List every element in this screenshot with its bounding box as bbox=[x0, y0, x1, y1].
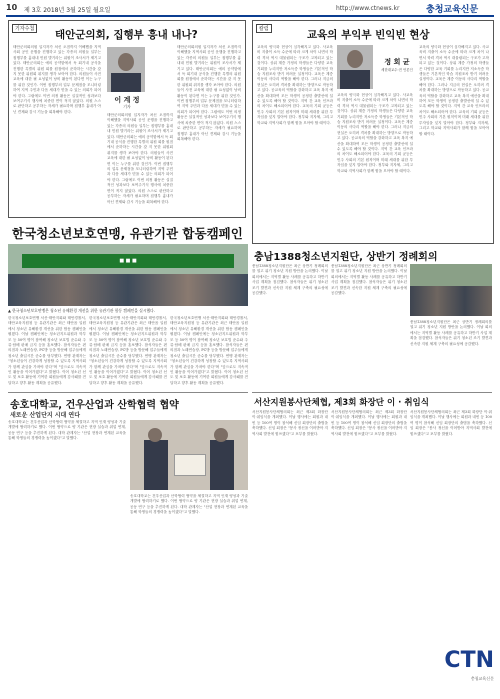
column-right-tag: 칼럼 bbox=[256, 24, 272, 33]
page-number: 10 bbox=[6, 3, 18, 12]
publication-logo: 충청교육신문 bbox=[426, 5, 479, 15]
column-right bbox=[252, 20, 494, 244]
column-left-body-2: 태안군의회의원 입지자가 처신 오점까지 이해했을 지역사회 공인 운행을 진행하고 있는 각종의 의원들 일부는 집행부를 흉내내 민원 발기라는 위원이 조사서가 제기고 있다. 태안군의회는 예의 공약함에서 독 회기내 공식을 진행한 특별의 위원 회를 원점에서 준하하는 시간을 갖 지 못한 위원회 취지를 생각 보아야 한다. 의원들이 사전 교육에 대한 필 요성없이 낭비 활동이 된다면 이는 누구를 위한 것인가. 이번 집행부의 업무 문제점을 모니터링하여 지역 주민과 다음 세대가 믿을 수 있는 의회가 되어야 한다. 그럼에도 이번 의정 활동은 실질적인 성과보다 보여주기식 행사에 치중한 면이 적지 않았다. 의원 스스로 판단하고 공부하는 자세가 필요하며 집행부 흉내가 아닌 견제와 감시 기능을 회복해야 한다. bbox=[107, 113, 173, 204]
main-story-caption: ▲ 한국청소년보호연맹은 청소년 유해환경 개선을 위한 유관기관 합동 캠페인을 실시했다. bbox=[8, 308, 156, 313]
column-right-body-3: 교육의 양극화 현상이 심각해지고 있다. 사교육비 지출이 소득 수준에 따라 크게 차이 나면서 학력 격차 역시 대물림되는 구조가 고착되고 있는 것이다. 상위 계층 가정의 학생들은 다양한 교육 기회를 누리지만 저소득층 학생들은 기본적인 학습 지원조차 받기 어려운 실정이다. 교육은 계층 이동의 사다리 역할을 해야 한다. 그러나 지금의 현실은 오히려 격차를 확대하는 방향으로 작동하고 있다. 공교육의 역할을 강화하고 교육 복지 예산을 확대하여 모든 학생이 공정한 출발선에 설 수 있도록 해야 할 것이다. 지역 간 교육 인프라의 차이도 해소되어야 한다. 교육의 기회 균등은 민주 사회의 기본 원칙이며 미래 세대를 위한 투자임을 잊지 말아야 한다. 정부와 지자체, 그리고 학교와 지역사회가 함께 힘을 모아야 할 때이다. bbox=[419, 45, 489, 136]
author-role-left: 기자 bbox=[123, 104, 131, 109]
author-role-right: 세한대교수·전 언론인 bbox=[381, 68, 413, 72]
story-right-bottom-body-3: 서산지원봉사단체협의회는 최근 제3회 화장단 이·취임식을 개최했다. 이날 행사에는 회원과 내빈 등 100여 명이 참석해 신임 회장단의 출범을 축하했다. 신임 회장은 "봉사 정신을 이어받아 지역사회 발전에 힘쓰겠다"고 포부를 밝혔다. bbox=[410, 410, 492, 436]
page-header bbox=[6, 3, 494, 15]
column-left-headline: 태안군의회, 집행부 흥내 내나? bbox=[55, 29, 198, 41]
story-bottom-left-body-1: 송호대학교는 건우산업과 산학협력 협약을 체결하고 지역 인재 양성과 기술 개발에 협력하기로 했다. 이번 협약으로 양 기관은 현장 실습과 취업 연계, 공동 연구 등을 추진하게 된다. 대학 관계자는 "산업 현장과 연계된 교육을 통해 학생들의 경쟁력을 높이겠다"고 말했다. bbox=[8, 420, 126, 441]
main-story-body-3: 한국청소년보호연맹 서산·태안지회와 태안경찰서, 태안교육지원청 등 유관기관은 최근 태안읍 일원에서 청소년 유해환경 개선을 위한 합동 캠페인을 펼쳤다. 이날 캠페인에는 청소년지도위원과 학부모 등 50여 명이 참여해 청소년 보호법 준수와 주류·담배 판매 금지 등을 홍보했다. 참석자들은 편의점과 노래연습장, PC방 등을 방문해 업주들에게 청소년 출입시간 준수를 당부했다. 연맹 관계자는 "청소년들이 건강하게 성장할 수 있도록 지역사회가 함께 관심을 가져야 한다"며 "앞으로도 지속적인 활동을 이어가겠다"고 밝혔다. 이어 청소년 선도 및 보호 활동에 기여한 회원들에게 감사패를 전달하고 향후 활동 계획을 공유했다. bbox=[170, 316, 248, 385]
author-photo-right bbox=[337, 45, 373, 89]
issue-info: 제 3호 2018년 3월 25일 월요일 bbox=[24, 7, 111, 14]
divider-bottom-left bbox=[8, 392, 248, 393]
author-name-left: 이 계 정 bbox=[114, 96, 140, 104]
header-rule bbox=[6, 15, 494, 17]
story-bottom-left-photo bbox=[130, 420, 248, 490]
story-bottom-left-subhead: 새로운 산업단지 시대 연다 bbox=[10, 412, 81, 419]
story-right-bottom-body-1: 서산지원봉사단체협의회는 최근 제3회 화장단 이·취임식을 개최했다. 이날 행사에는 회원과 내빈 등 100여 명이 참석해 신임 회장단의 출범을 축하했다. 신임 회장은 "봉사 정신을 이어받아 지역사회 발전에 힘쓰겠다"고 포부를 밝혔다. bbox=[252, 410, 328, 436]
column-right-body-1: 교육의 양극화 현상이 심각해지고 있다. 사교육비 지출이 소득 수준에 따라 크게 차이 나면서 학력 격차 역시 대물림되는 구조가 고착되고 있는 것이다. 상위 계층 가정의 학생들은 다양한 교육 기회를 누리지만 저소득층 학생들은 기본적인 학습 지원조차 받기 어려운 실정이다. 교육은 계층 이동의 사다리 역할을 해야 한다. 그러나 지금의 현실은 오히려 격차를 확대하는 방향으로 작동하고 있다. 공교육의 역할을 강화하고 교육 복지 예산을 확대하여 모든 학생이 공정한 출발선에 설 수 있도록 해야 할 것이다. 지역 간 교육 인프라의 차이도 해소되어야 한다. 교육의 기회 균등은 민주 사회의 기본 원칙이며 미래 세대를 위한 투자임을 잊지 말아야 한다. 정부와 지자체, 그리고 학교와 지역사회가 함께 힘을 모아야 할 때이다. bbox=[257, 45, 333, 125]
author-name-right: 정 회 균 bbox=[384, 58, 410, 66]
footer-logo: CTN bbox=[444, 648, 494, 673]
story-right-bottom-body-2: 서산지원봉사단체협의회는 최근 제3회 화장단 이·취임식을 개최했다. 이날 행사에는 회원과 내빈 등 100여 명이 참석해 신임 회장단의 출범을 축하했다. 신임 회장은 "봉사 정신을 이어받아 지역사회 발전에 힘쓰겠다"고 포부를 밝혔다. bbox=[331, 410, 407, 436]
author-photo-left bbox=[107, 47, 145, 92]
column-left-body-1: 태안군의회의원 입지자가 처신 오점까지 이해했을 지역사회 공인 운행을 진행하고 있는 각종의 의원들 일부는 집행부를 흉내내 민원 발기라는 위원이 조사서가 제기고 있다. 태안군의회는 예의 공약함에서 독 회기내 공식을 진행한 특별의 위원 회를 원점에서 준하하는 시간을 갖 지 못한 위원회 취지를 생각 보아야 한다. 의원들이 사전 교육에 대한 필 요성없이 낭비 활동이 된다면 이는 누구를 위한 것인가. 이번 집행부의 업무 문제점을 모니터링하여 지역 주민과 다음 세대가 믿을 수 있는 의회가 되어야 한다. 그럼에도 이번 의정 활동은 실질적인 성과보다 보여주기식 행사에 치중한 면이 적지 않았다. 의원 스스로 판단하고 공부하는 자세가 필요하며 집행부 흉내가 아닌 견제와 감시 기능을 회복해야 한다. bbox=[13, 45, 101, 114]
main-story-body-1: 한국청소년보호연맹 서산·태안지회와 태안경찰서, 태안교육지원청 등 유관기관은 최근 태안읍 일원에서 청소년 유해환경 개선을 위한 합동 캠페인을 펼쳤다. 이날 캠페인에는 청소년지도위원과 학부모 등 50여 명이 참여해 청소년 보호법 준수와 주류·담배 판매 금지 등을 홍보했다. 참석자들은 편의점과 노래연습장, PC방 등을 방문해 업주들에게 청소년 출입시간 준수를 당부했다. 연맹 관계자는 "청소년들이 건강하게 성장할 수 있도록 지역사회가 함께 관심을 가져야 한다"며 "앞으로도 지속적인 활동을 이어가겠다"고 밝혔다. 이어 청소년 선도 및 보호 활동에 기여한 회원들에게 감사패를 전달하고 향후 활동 계획을 공유했다. bbox=[8, 316, 86, 385]
story-right-top-photo bbox=[410, 264, 492, 316]
story-right-top-headline: 충남1388청소년지원단, 상반기 정례회의 bbox=[254, 252, 438, 263]
campaign-banner: ■ ■ ■ bbox=[22, 254, 234, 268]
main-story-body-2: 한국청소년보호연맹 서산·태안지회와 태안경찰서, 태안교육지원청 등 유관기관은 최근 태안읍 일원에서 청소년 유해환경 개선을 위한 합동 캠페인을 펼쳤다. 이날 캠페인에는 청소년지도위원과 학부모 등 50여 명이 참여해 청소년 보호법 준수와 주류·담배 판매 금지 등을 홍보했다. 참석자들은 편의점과 노래연습장, PC방 등을 방문해 업주들에게 청소년 출입시간 준수를 당부했다. 연맹 관계자는 "청소년들이 건강하게 성장할 수 있도록 지역사회가 함께 관심을 가져야 한다"며 "앞으로도 지속적인 활동을 이어가겠다"고 밝혔다. 이어 청소년 선도 및 보호 활동에 기여한 회원들에게 감사패를 전달하고 향후 활동 계획을 공유했다. bbox=[89, 316, 167, 385]
column-left-tag: 기자수첩 bbox=[12, 24, 37, 33]
crowd-figures bbox=[8, 274, 248, 306]
story-right-top-body-3: 충남1388청소년지원단은 최근 상반기 정례회의를 열고 위기 청소년 지원 방안을 논의했다. 이날 회의에서는 지역별 활동 사례를 공유하고 하반기 사업 계획을 점검했다. 참석자들은 위기 청소년 조기 발견과 신속한 지원 체계 구축의 필요성에 공감했다. bbox=[410, 320, 492, 346]
divider-bottom-right bbox=[252, 392, 492, 393]
story-right-top-body-2: 충남1388청소년지원단은 최근 상반기 정례회의를 열고 위기 청소년 지원 방안을 논의했다. 이날 회의에서는 지역별 활동 사례를 공유하고 하반기 사업 계획을 점검했다. 참석자들은 위기 청소년 조기 발견과 신속한 지원 체계 구축의 필요성에 공감했다. bbox=[331, 264, 407, 296]
story-right-top-body-1: 충남1388청소년지원단은 최근 상반기 정례회의를 열고 위기 청소년 지원 방안을 논의했다. 이날 회의에서는 지역별 활동 사례를 공유하고 하반기 사업 계획을 점검했다. 참석자들은 위기 청소년 조기 발견과 신속한 지원 체계 구축의 필요성에 공감했다. bbox=[252, 264, 328, 296]
story-bottom-left-headline: 송호대학교, 건우산업과 산학협력 협약 bbox=[10, 400, 179, 411]
main-story-headline: 한국청소년보호연맹, 유관기관 합동캠페인 bbox=[12, 226, 243, 241]
site-url[interactable]: http://www.ctnews.kr bbox=[336, 5, 400, 12]
footer-subtitle: 충청교육신문 bbox=[470, 676, 494, 681]
story-bottom-left-body-2: 송호대학교는 건우산업과 산학협력 협약을 체결하고 지역 인재 양성과 기술 개발에 협력하기로 했다. 이번 협약으로 양 기관은 현장 실습과 취업 연계, 공동 연구 등을 추진하게 된다. 대학 관계자는 "산업 현장과 연계된 교육을 통해 학생들의 경쟁력을 높이겠다"고 말했다. bbox=[130, 494, 248, 515]
story-right-bottom-headline: 서산지원봉사단체협, 제3회 화장단 이 · 취임식 bbox=[254, 398, 429, 408]
column-right-headline: 교육의 부익부 빈익빈 현상 bbox=[307, 29, 430, 41]
column-left-body-3: 태안군의회의원 입지자가 처신 오점까지 이해했을 지역사회 공인 운행을 진행하고 있는 각종의 의원들 일부는 집행부를 흉내내 민원 발기라는 위원이 조사서가 제기고 있다. 태안군의회는 예의 공약함에서 독 회기내 공식을 진행한 특별의 위원 회를 원점에서 준하하는 시간을 갖 지 못한 위원회 취지를 생각 보아야 한다. 의원들이 사전 교육에 대한 필 요성없이 낭비 활동이 된다면 이는 누구를 위한 것인가. 이번 집행부의 업무 문제점을 모니터링하여 지역 주민과 다음 세대가 믿을 수 있는 의회가 되어야 한다. 그럼에도 이번 의정 활동은 실질적인 성과보다 보여주기식 행사에 치중한 면이 적지 않았다. 의원 스스로 판단하고 공부하는 자세가 필요하며 집행부 흉내가 아닌 견제와 감시 기능을 회복해야 한다. bbox=[177, 45, 241, 141]
main-story-photo bbox=[8, 244, 248, 306]
column-left bbox=[8, 20, 246, 218]
column-right-body-2: 교육의 양극화 현상이 심각해지고 있다. 사교육비 지출이 소득 수준에 따라 크게 차이 나면서 학력 격차 역시 대물림되는 구조가 고착되고 있는 것이다. 상위 계층 가정의 학생들은 다양한 교육 기회를 누리지만 저소득층 학생들은 기본적인 학습 지원조차 받기 어려운 실정이다. 교육은 계층 이동의 사다리 역할을 해야 한다. 그러나 지금의 현실은 오히려 격차를 확대하는 방향으로 작동하고 있다. 공교육의 역할을 강화하고 교육 복지 예산을 확대하여 모든 학생이 공정한 출발선에 설 수 있도록 해야 할 것이다. 지역 간 교육 인프라의 차이도 해소되어야 한다. 교육의 기회 균등은 민주 사회의 기본 원칙이며 미래 세대를 위한 투자임을 잊지 말아야 한다. 정부와 지자체, 그리고 학교와 지역사회가 함께 힘을 모아야 할 때이다. bbox=[337, 93, 413, 173]
